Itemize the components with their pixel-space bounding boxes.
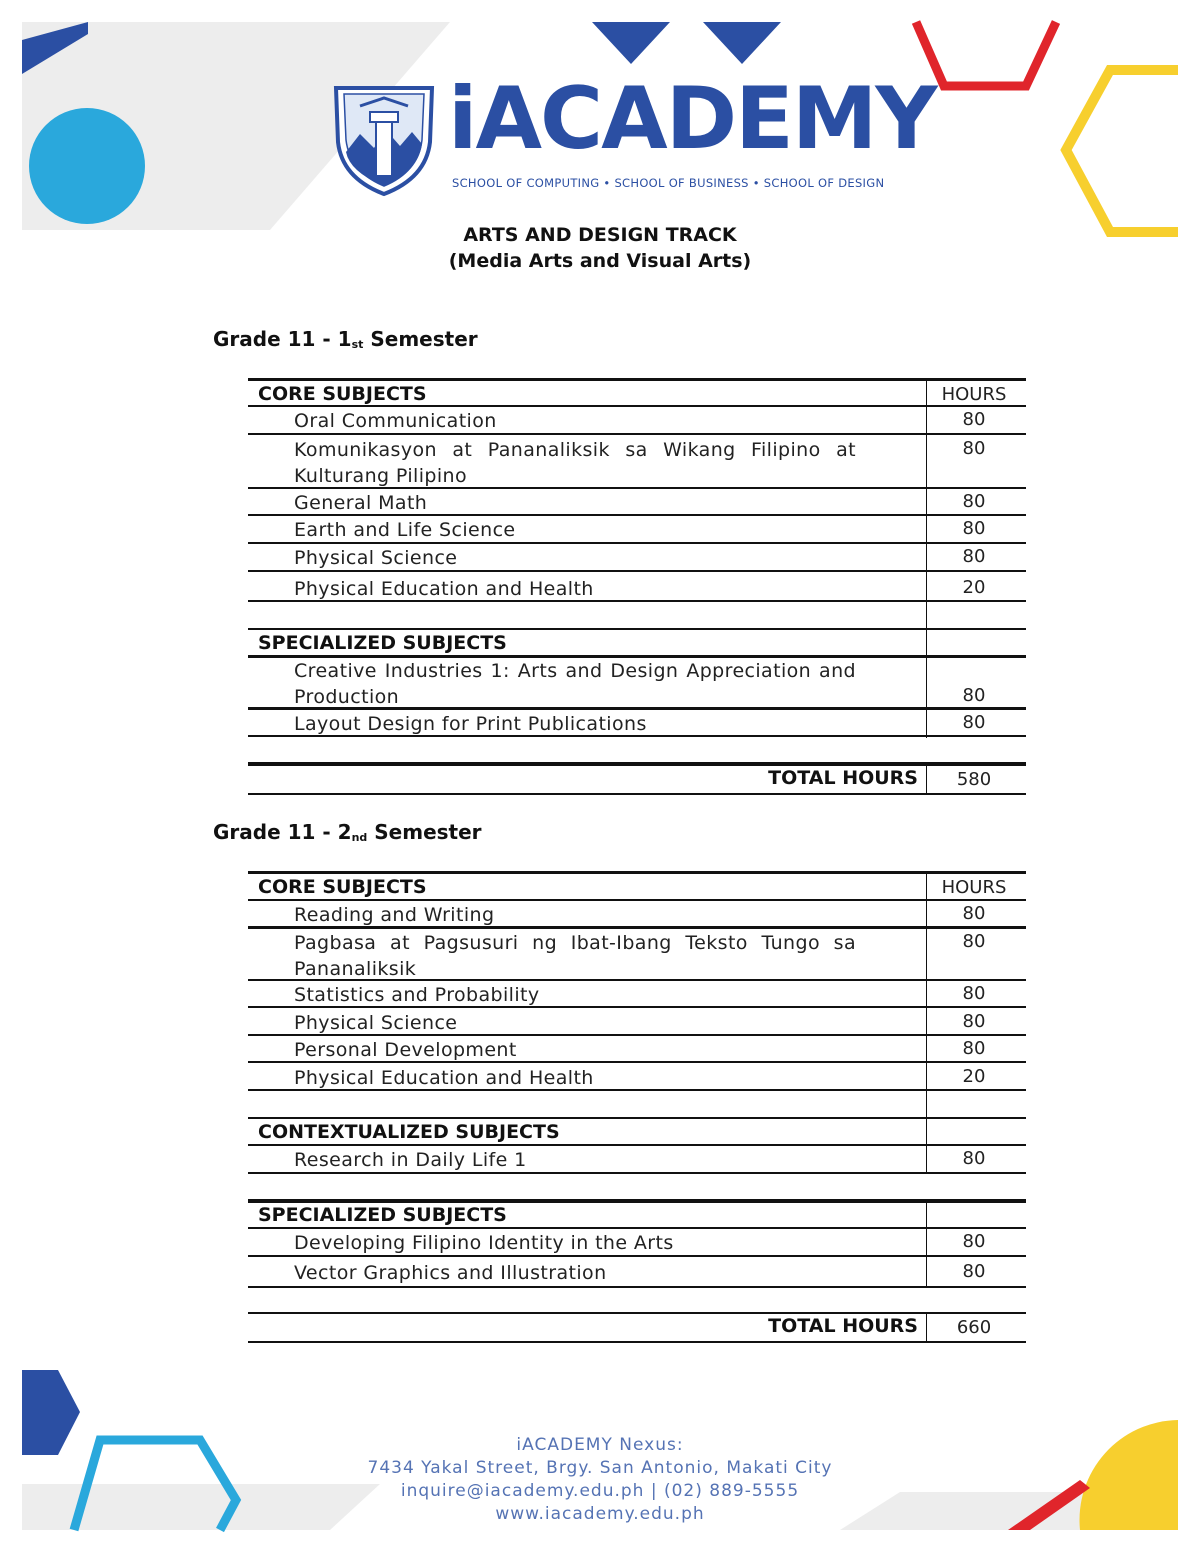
total-hours-value: 580 (956, 769, 992, 790)
table-row (248, 433, 1026, 489)
subject-name: Oral Communication (294, 410, 497, 432)
hours-header: HOURS (941, 877, 1007, 898)
table-row (248, 1061, 1026, 1091)
footer-address: 7434 Yakal Street, Brgy. San Antonio, Makati City (367, 1458, 833, 1478)
logo-tagline: SCHOOL OF COMPUTING • SCHOOL OF BUSINESS • SCHOOL OF DESIGN (452, 176, 885, 190)
table-row (248, 1034, 1026, 1063)
subject-hours: 80 (962, 983, 986, 1004)
table-row (248, 979, 1026, 1008)
core-subjects-header: CORE SUBJECTS (258, 876, 427, 898)
subject-hours: 80 (962, 1038, 986, 1059)
subject-hours: 80 (962, 712, 986, 733)
subject-hours: 20 (962, 577, 986, 598)
total-row (248, 1312, 1026, 1343)
sky-blue-circle (29, 108, 145, 224)
subject-hours: 80 (962, 1148, 986, 1169)
table-row (248, 1227, 1026, 1257)
subject-name: General Math (294, 492, 428, 514)
table-row (248, 405, 1026, 434)
total-hours-value: 660 (956, 1317, 992, 1338)
table-row-spacer (248, 1172, 1026, 1201)
table-row (248, 655, 1026, 710)
subject-hours: 80 (962, 685, 986, 706)
total-row (248, 762, 1026, 795)
subject-name: Developing Filipino Identity in the Arts (294, 1232, 674, 1254)
core-subjects-header: CORE SUBJECTS (258, 383, 427, 405)
table-row (248, 926, 1026, 982)
footer-contact (0, 1434, 1200, 1526)
subject-name: Statistics and Probability (294, 984, 540, 1006)
subject-hours: 80 (962, 409, 986, 430)
subject-name: Reading and Writing (294, 904, 495, 926)
subject-name: Physical Education and Health (294, 1067, 594, 1089)
table-row (248, 542, 1026, 572)
hours-header: HOURS (941, 384, 1007, 405)
track-subtitle: (Media Arts and Visual Arts) (448, 250, 752, 272)
contextualized-subjects-header: CONTEXTUALIZED SUBJECTS (258, 1121, 560, 1143)
footer-website-link[interactable]: www.iacademy.edu.ph (495, 1504, 705, 1524)
subject-name: Earth and Life Science (294, 519, 516, 541)
subject-name: Vector Graphics and Illustration (294, 1262, 607, 1284)
subject-hours: 80 (962, 438, 986, 459)
logo-wordmark: iACADEMY (448, 69, 936, 169)
iacademy-logo (330, 69, 936, 197)
table-row (248, 899, 1026, 928)
total-hours-label: TOTAL HOURS (768, 1315, 918, 1337)
specialized-subjects-header: SPECIALIZED SUBJECTS (258, 632, 507, 654)
total-hours-label: TOTAL HOURS (768, 767, 918, 789)
table-row (248, 1199, 1026, 1230)
subject-hours: 80 (962, 1011, 986, 1032)
subject-hours: 20 (962, 1066, 986, 1087)
subject-hours: 80 (962, 491, 986, 512)
subject-hours: 80 (962, 546, 986, 567)
subject-hours: 80 (962, 931, 986, 952)
table-row-spacer (248, 735, 1026, 763)
subject-hours: 80 (962, 1231, 986, 1252)
subject-name: Layout Design for Print Publications (294, 713, 647, 735)
table-row-spacer (248, 1089, 1026, 1119)
subject-hours: 80 (962, 1261, 986, 1282)
subject-name: Physical Education and Health (294, 578, 594, 600)
semester-1-heading: Grade $11 - 1_{st}$ Semester (213, 327, 478, 351)
subject-name: Research in Daily Life 1 (294, 1149, 527, 1171)
yellow-hexagon-outline (1066, 70, 1178, 232)
blue-triangle-right (703, 22, 781, 64)
subject-name: Physical Science (294, 547, 458, 569)
table-row (248, 1006, 1026, 1036)
table-row (248, 514, 1026, 544)
table-row (248, 707, 1026, 738)
subject-name: Personal Development (294, 1039, 517, 1061)
table-row-spacer (248, 1286, 1026, 1314)
table-row (248, 487, 1026, 516)
specialized-subjects-header: SPECIALIZED SUBJECTS (258, 1204, 507, 1226)
subject-name: Physical Science (294, 1012, 458, 1034)
footer-campus: iACADEMY Nexus: (516, 1435, 684, 1455)
table-row-spacer (248, 600, 1026, 630)
subject-hours: 80 (962, 518, 986, 539)
semester-2-heading: Grade $11 - 2_{nd}$ Semester (213, 820, 482, 844)
footer-email-phone[interactable]: inquire@iacademy.edu.ph | (02) 889-5555 (400, 1481, 800, 1501)
table-row (248, 1117, 1026, 1146)
table-row (248, 871, 1026, 901)
table-row (248, 570, 1026, 602)
table-row (248, 628, 1026, 657)
blue-triangle-left (592, 22, 670, 64)
track-title-block (0, 222, 1200, 274)
shield-crest-icon (330, 82, 438, 197)
subject-hours: 80 (962, 903, 986, 924)
subject-name: Komunikasyon at Pananaliksik sa Wikang Filipino at Kulturang Pilipino (294, 439, 856, 487)
table-row (248, 1255, 1026, 1288)
track-title: ARTS AND DESIGN TRACK (463, 224, 737, 246)
subject-name: Creative Industries 1: Arts and Design Appreciation and Production (294, 660, 856, 708)
table-row (248, 1144, 1026, 1174)
red-hexagon-outline (916, 22, 1056, 86)
table-row (248, 378, 1026, 407)
subject-name: Pagbasa at Pagsusuri ng Ibat-Ibang Teksto Tungo sa Pananaliksik (294, 932, 856, 980)
